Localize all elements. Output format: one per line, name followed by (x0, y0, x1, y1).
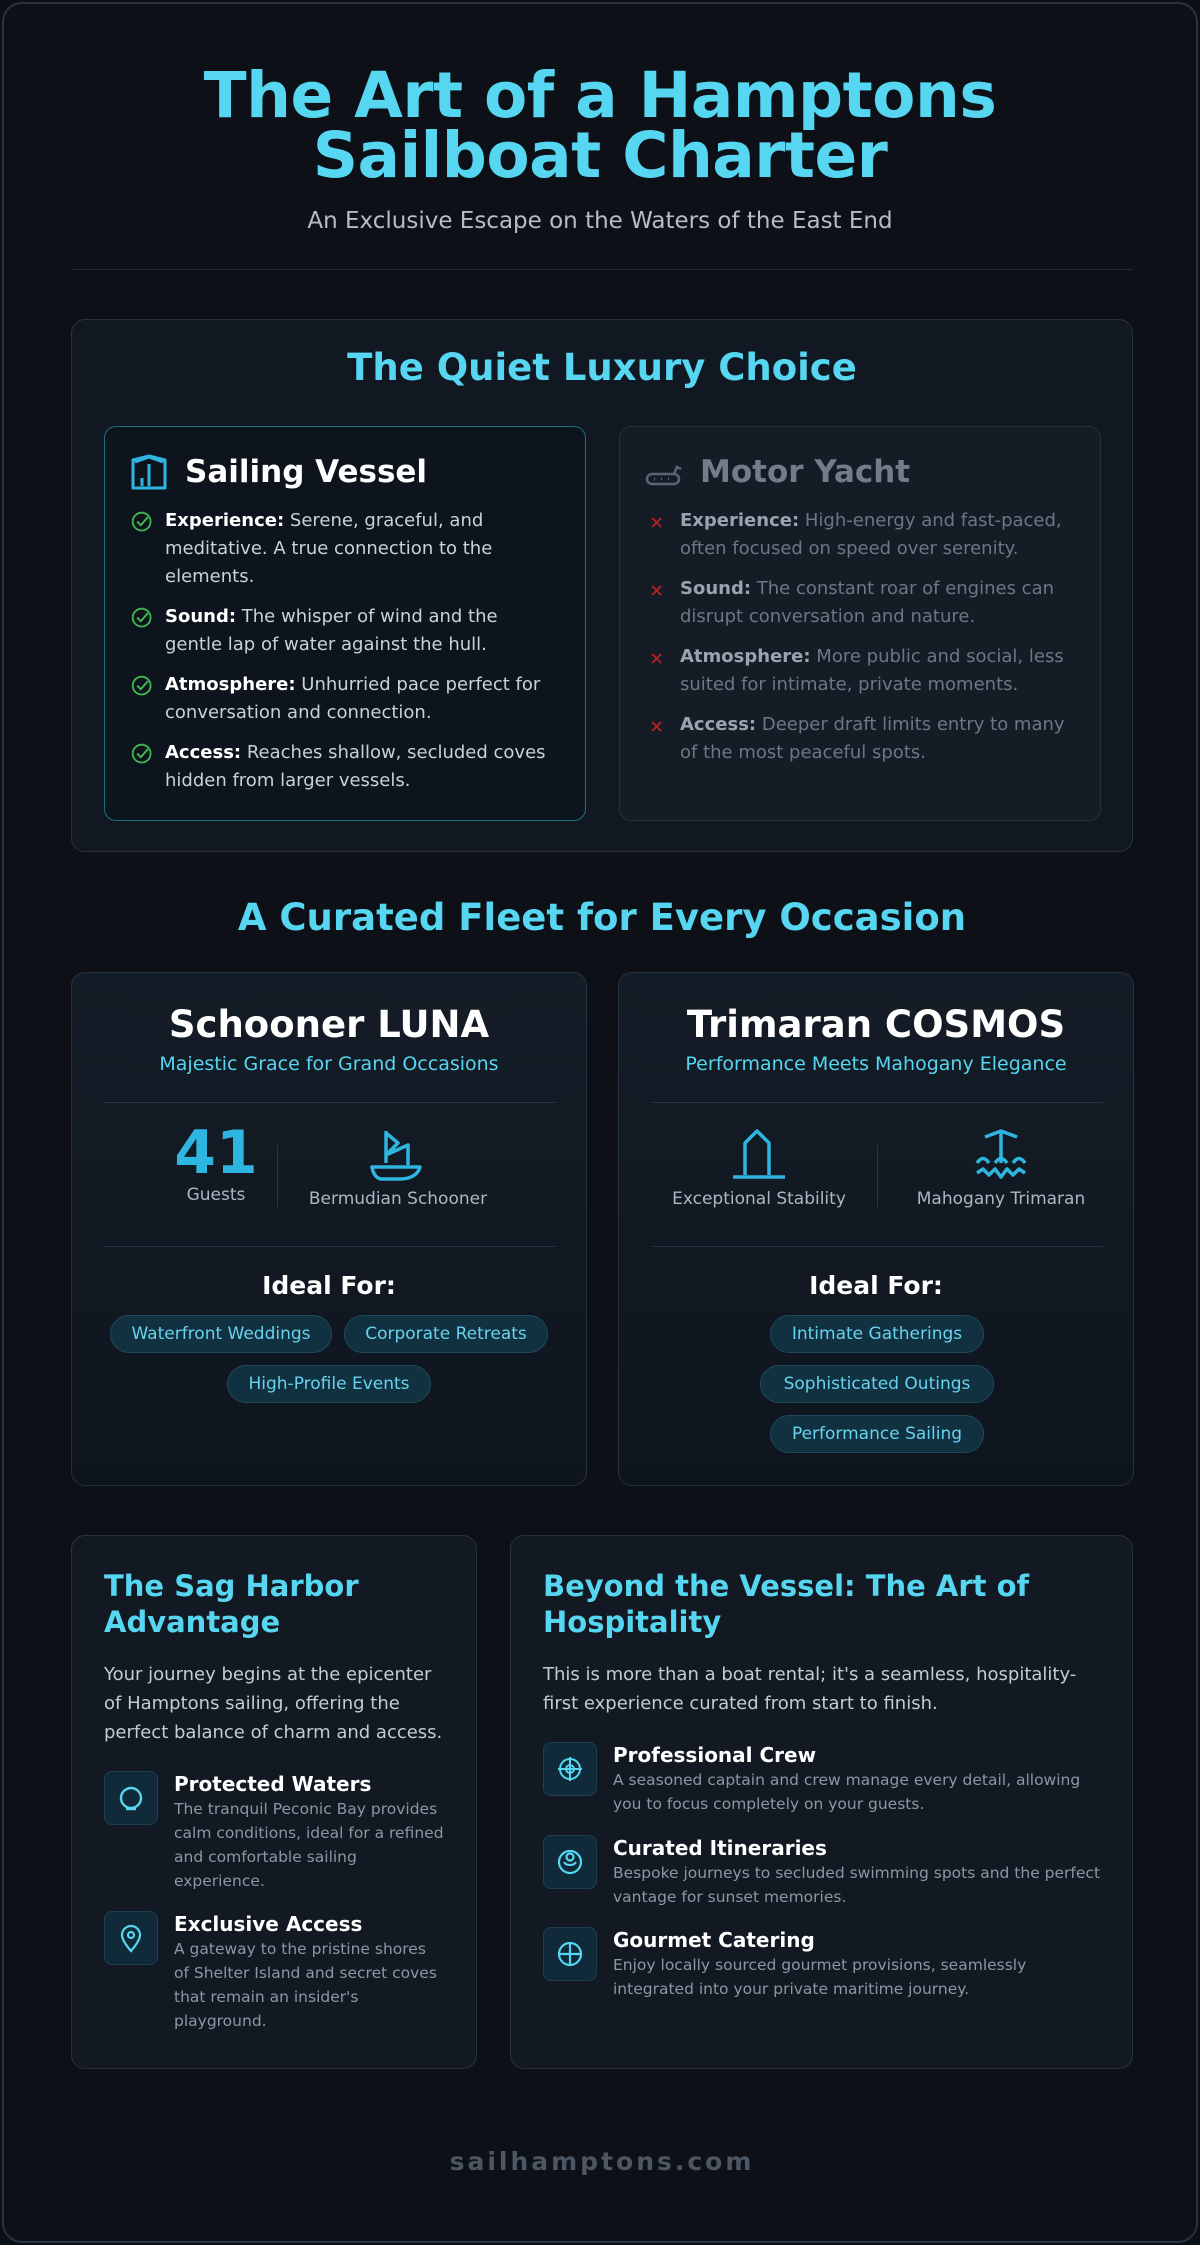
feature-text: A seasoned captain and crew manage every detail, allowing you to focus completely on your guests. (613, 1771, 1081, 1813)
cross-icon (644, 575, 680, 603)
header-divider (71, 269, 1133, 270)
motor-point: Access: Deeper draft limits entry to many of the most peaceful spots. (644, 711, 1074, 767)
occasion-tag: Performance Sailing (770, 1415, 984, 1453)
feature-text: A gateway to the pristine shores of Shelter Island and secret coves that remain an insider's playground. (174, 1940, 437, 2030)
header (4, 4, 1196, 234)
boat-divider (651, 1246, 1103, 1247)
check-icon (129, 739, 165, 767)
occasion-tag: Waterfront Weddings (110, 1315, 332, 1353)
hospitality-card (510, 1535, 1133, 2069)
feature-exclusive-access (104, 1911, 454, 2033)
check-icon (129, 507, 165, 535)
sailing-vessel-card (104, 426, 586, 821)
feature-text: Enjoy locally sourced gourmet provisions, seamlessly integrated into your private maritime journey. (613, 1956, 1027, 1998)
boat-type (891, 1125, 1111, 1209)
stat-divider (277, 1145, 278, 1207)
motor-point: Sound: The constant roar of engines can disrupt conversation and nature. (644, 575, 1074, 631)
page-title: The Art of a Hamptons Sailboat Charter (203, 59, 997, 192)
feature-gourmet-catering (543, 1927, 1103, 2001)
occasion-tag: High-Profile Events (227, 1365, 431, 1403)
ideal-for-label: Ideal For: (809, 1271, 943, 1300)
feature-title: Professional Crew (613, 1743, 817, 1767)
sailing-point: Experience: Serene, graceful, and meditative. A true connection to the elements. (129, 507, 559, 591)
trimaran-icon (971, 1125, 1031, 1185)
boat-card-cosmos (618, 972, 1134, 1486)
guest-count (168, 1118, 264, 1205)
boat-divider (104, 1102, 556, 1103)
guest-count-value: 41 (174, 1118, 258, 1188)
stat-divider (877, 1145, 878, 1207)
motor-point: Experience: High-energy and fast-paced, often focused on speed over serenity. (644, 507, 1074, 563)
occasion-tag: Corporate Retreats (344, 1315, 548, 1353)
boat-card-luna (71, 972, 587, 1486)
cross-icon (644, 643, 680, 671)
boat-name: Schooner LUNA (168, 1003, 490, 1046)
sailing-point: Atmosphere: Unhurried pace perfect for conversation and connection. (129, 671, 559, 727)
sailing-card-title: Sailing Vessel (185, 454, 428, 490)
stability-icon (729, 1125, 789, 1185)
sag-harbor-title: The Sag Harbor Advantage (104, 1569, 359, 1639)
stability-label: Exceptional Stability (672, 1189, 846, 1209)
feature-title: Gourmet Catering (613, 1928, 815, 1952)
hospitality-intro: This is more than a boat rental; it's a seamless, hospitality-first experience curated from start to finish. (543, 1664, 1077, 1714)
feature-title: Curated Itineraries (613, 1836, 827, 1860)
check-icon (129, 603, 165, 631)
boat-type-label: Bermudian Schooner (308, 1189, 488, 1209)
motor-yacht-card (619, 426, 1101, 821)
hospitality-title: Beyond the Vessel: The Art of Hospitality (543, 1569, 1030, 1639)
cross-icon (644, 507, 680, 535)
comparison-section (71, 319, 1133, 852)
sailing-point: Sound: The whisper of wind and the gentle lap of water against the hull. (129, 603, 559, 659)
water-drop-icon (116, 1783, 146, 1813)
boat-tagline: Majestic Grace for Grand Occasions (159, 1053, 499, 1075)
feature-title: Exclusive Access (174, 1912, 363, 1936)
plate-icon (555, 1939, 585, 1969)
occasion-tag: Sophisticated Outings (760, 1365, 994, 1403)
check-icon (129, 671, 165, 699)
boat-divider (104, 1246, 556, 1247)
fleet-title: A Curated Fleet for Every Occasion (237, 896, 967, 939)
sag-harbor-intro: Your journey begins at the epicenter of Hamptons sailing, offering the perfect balance of charm and access. (104, 1664, 443, 1743)
stability-feature (659, 1125, 859, 1209)
comparison-title: The Quiet Luxury Choice (347, 346, 857, 389)
feature-curated-itineraries (543, 1835, 1103, 1909)
boat-tagline: Performance Meets Mahogany Elegance (685, 1053, 1067, 1075)
ship-wheel-icon (555, 1754, 585, 1784)
motor-card-title: Motor Yacht (700, 454, 911, 490)
guest-count-label: Guests (186, 1185, 246, 1205)
feature-text: Bespoke journeys to secluded swimming spots and the perfect vantage for sunset memories. (613, 1864, 1101, 1906)
sailboat-icon (129, 452, 169, 492)
cross-icon (644, 711, 680, 739)
boat-type-label: Mahogany Trimaran (916, 1189, 1086, 1209)
feature-protected-waters (104, 1771, 454, 1893)
ideal-for-label: Ideal For: (262, 1271, 396, 1300)
sag-harbor-card (71, 1535, 477, 2069)
boat-type (288, 1125, 508, 1209)
page-subtitle: An Exclusive Escape on the Waters of the East End (307, 208, 893, 234)
occasion-tag: Intimate Gatherings (770, 1315, 984, 1353)
boat-divider (651, 1102, 1103, 1103)
feature-professional-crew (543, 1742, 1103, 1816)
infographic-page (2, 2, 1198, 2243)
feature-title: Protected Waters (174, 1772, 372, 1796)
compass-icon (555, 1847, 585, 1877)
sailing-point: Access: Reaches shallow, secluded coves hidden from larger vessels. (129, 739, 559, 795)
schooner-icon (368, 1125, 428, 1185)
feature-text: The tranquil Peconic Bay provides calm conditions, ideal for a refined and comfortable sailing experience. (174, 1800, 444, 1890)
boat-name: Trimaran COSMOS (686, 1003, 1066, 1046)
motor-point: Atmosphere: More public and social, less suited for intimate, private moments. (644, 643, 1074, 699)
map-pin-icon (116, 1923, 146, 1953)
footer-site: sailhamptons.com (449, 2147, 755, 2176)
motorboat-icon (644, 452, 684, 492)
